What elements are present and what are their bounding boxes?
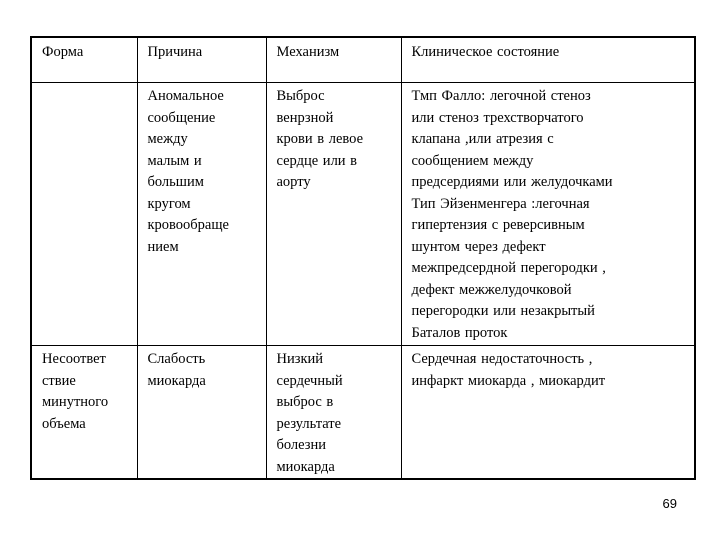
cause-text: Слабость миокарда (147, 351, 206, 389)
header-cause (137, 37, 266, 83)
header-form-text: Форма (42, 44, 84, 60)
cause-text: Аномальное сообщение между малым и большим кругом кровообраще нием (147, 88, 229, 255)
header-form (31, 37, 137, 83)
cell-cause (137, 346, 266, 480)
table-row (31, 83, 695, 346)
page-number: 69 (662, 496, 677, 511)
header-mechanism (266, 37, 401, 83)
header-clinical (401, 37, 695, 83)
cell-cause (137, 83, 266, 346)
table-row (31, 346, 695, 480)
table-header-row (31, 37, 695, 83)
form-text (32, 83, 137, 86)
mechanism-text: Низкий сердечный выброс в результате болезни миокарда (276, 351, 343, 475)
heart-defects-table (30, 36, 696, 480)
cell-clinical (401, 83, 695, 346)
clinical-text: Тмп Фалло: легочной стеноз или стеноз трехстворчатого клапана ,или атрезия с сообщением между предсердиями или желудочками Тип Эйзенменгера :легочная гипертензия с реверсивным шунтом через дефект межпредсердной перегородки , дефект межжелудочковой перегородки или незакрытый Баталов проток (411, 88, 613, 341)
cell-mechanism (266, 346, 401, 480)
header-clinical-text: Клиническое состояние (411, 44, 560, 60)
cell-form (31, 346, 137, 480)
form-text: Несоответ ствие минутного объема (42, 351, 109, 432)
mechanism-text: Выброс венрзной крови в левое сердце или в аорту (276, 88, 364, 190)
header-cause-text: Причина (147, 44, 203, 60)
cell-mechanism (266, 83, 401, 346)
cell-form (31, 83, 137, 346)
header-mechanism-text: Механизм (276, 44, 340, 60)
cell-clinical (401, 346, 695, 480)
clinical-text: Сердечная недостаточность , инфаркт миокарда , миокардит (411, 351, 606, 389)
